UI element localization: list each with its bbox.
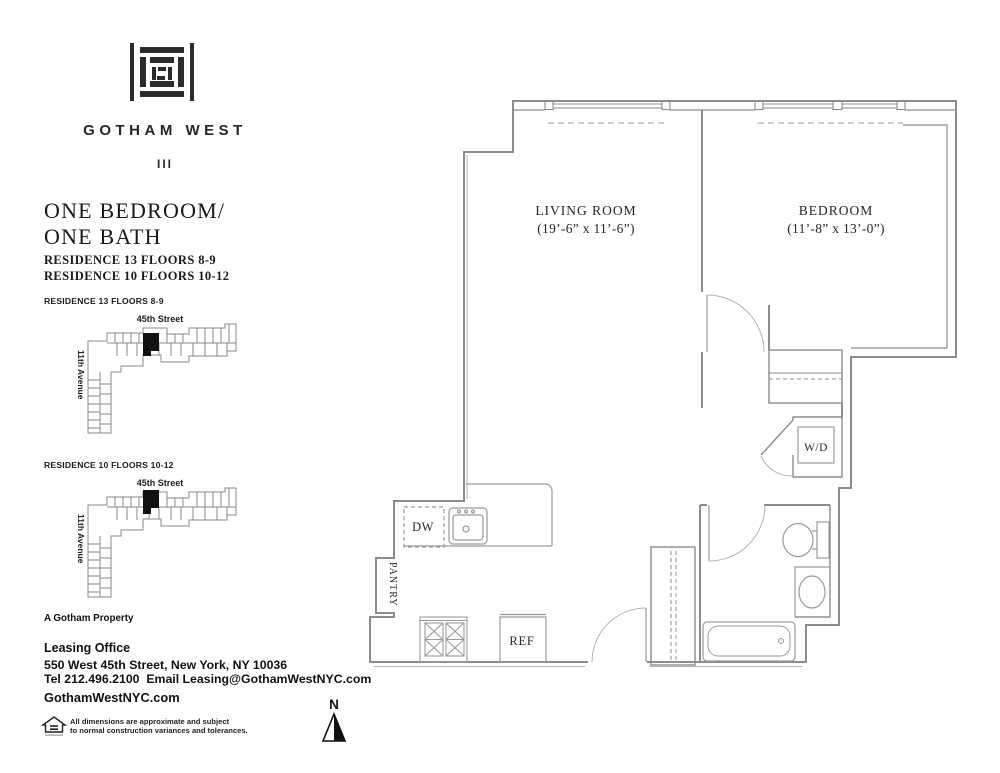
site-map-2-building-outline	[88, 488, 236, 597]
washer-dryer-label: W/D	[804, 442, 828, 454]
floor-plan	[370, 101, 956, 667]
site-map-2-avenue-label: 11th Avenue	[76, 514, 86, 564]
bathroom-door-swing-arc	[709, 505, 765, 561]
disclaimer-line1: All dimensions are approximate and subject	[70, 717, 230, 726]
kitchen-sink	[449, 508, 487, 544]
residence-line1: RESIDENCE 13 FLOORS 8-9	[44, 253, 217, 267]
hall-closet	[651, 547, 695, 665]
refrigerator	[500, 615, 546, 663]
bathroom-sink	[795, 567, 830, 617]
entry-door-swing-arc	[592, 608, 646, 662]
living-room-dimensions: (19’-6” x 11’-6”)	[537, 221, 635, 236]
pantry-label: PANTRY	[387, 562, 398, 607]
site-map-1-avenue-label: 11th Avenue	[76, 350, 86, 400]
gotham-west-logo-icon	[130, 43, 194, 101]
site-map-1-highlighted-unit	[143, 333, 159, 356]
office-address: 550 West 45th Street, New York, NY 10036	[44, 658, 288, 672]
brand-collection-mark: III	[156, 157, 173, 171]
toilet	[783, 522, 829, 558]
site-map-1-building-outline	[88, 324, 236, 433]
site-map-2	[76, 478, 236, 597]
leasing-office-heading: Leasing Office	[44, 641, 131, 655]
bedroom-closet	[769, 350, 842, 403]
bathroom	[700, 505, 830, 662]
unit-title-line1: ONE BEDROOM/	[44, 198, 226, 223]
residence-line2: RESIDENCE 10 FLOORS 10-12	[44, 269, 230, 283]
site-map-1-label: RESIDENCE 13 FLOORS 8-9	[44, 296, 164, 306]
site-map-1	[76, 314, 236, 433]
phone-email-line: Tel 212.496.2100 Email Leasing@GothamWestNYC.com	[44, 672, 372, 686]
kitchen	[387, 484, 552, 662]
room-labels	[535, 203, 884, 236]
site-map-2-highlighted-unit	[143, 490, 159, 514]
washer-dryer-closet	[761, 417, 842, 477]
disclaimer-line2: to normal construction variances and tolerances.	[70, 726, 248, 735]
living-room-label: LIVING ROOM	[535, 203, 637, 218]
window-band	[545, 102, 905, 110]
wd-door-swing-arc	[761, 456, 792, 476]
site-map-2-label: RESIDENCE 10 FLOORS 10-12	[44, 460, 174, 470]
equal-housing-icon	[43, 717, 65, 736]
interior-partition-walls	[702, 110, 842, 417]
unit-exterior-outline	[370, 101, 956, 662]
site-map-2-street-label: 45th Street	[136, 478, 184, 488]
dishwasher-label: DW	[412, 520, 434, 534]
bedroom-inner-walls	[851, 125, 947, 348]
north-arrow	[323, 697, 345, 741]
north-label: N	[329, 697, 339, 712]
site-map-1-street-label: 45th Street	[136, 314, 184, 324]
bedroom-label: BEDROOM	[798, 203, 874, 218]
stove	[420, 617, 467, 662]
brand-name: GOTHAM WEST	[83, 122, 247, 139]
bedroom-door-swing-arc	[707, 295, 764, 352]
bedroom-dimensions: (11’-8” x 13’-0”)	[787, 221, 885, 236]
bathtub	[703, 622, 795, 661]
refrigerator-label: REF	[509, 634, 535, 648]
property-note: A Gotham Property	[44, 613, 134, 624]
unit-title-line2: ONE BATH	[44, 224, 162, 249]
website-url: GothamWestNYC.com	[44, 690, 180, 705]
